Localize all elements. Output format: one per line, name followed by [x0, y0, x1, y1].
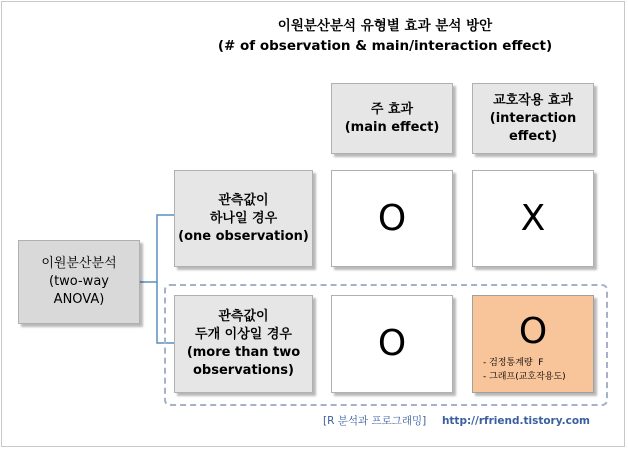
row-label-line: (more than two — [186, 345, 301, 360]
anova-line: ANOVA) — [53, 292, 105, 307]
row-label-one-observation — [174, 170, 313, 267]
title-english: (# of observation & main/interaction effect) — [217, 38, 553, 54]
circle-mark: O — [518, 311, 548, 352]
header-main-effect-line: (main effect) — [344, 119, 440, 135]
footer — [323, 413, 590, 428]
header-interaction-line: effect) — [508, 128, 558, 144]
circle-mark: O — [377, 323, 407, 364]
row-label-line: 관측값이 — [218, 309, 269, 324]
anova-line: 이원분산분석 — [41, 256, 117, 271]
anova-box — [18, 240, 140, 324]
footer-url[interactable]: http://rfriend.tistory.com — [441, 415, 590, 427]
cross-mark: X — [520, 197, 546, 239]
row-label-line: 하나일 경우 — [209, 210, 278, 226]
cell-multi-obs-interaction-effect — [472, 295, 594, 393]
row-label-line: 두개 이상일 경우 — [195, 327, 292, 342]
circle-mark: O — [377, 197, 407, 239]
header-interaction-line: (interaction — [489, 110, 577, 126]
cell-one-obs-main-effect — [331, 170, 453, 267]
footer-tag: [R 분석과 프로그래밍] — [322, 415, 427, 427]
note-line: - 그래프(교호작용도) — [483, 372, 566, 382]
row-label-line: (one observation) — [178, 228, 309, 244]
note-line: - 검정통계량 F — [483, 358, 544, 368]
cell-one-obs-interaction-effect — [472, 170, 594, 267]
row-label-line: observations) — [193, 363, 294, 378]
anova-line: (two-way — [49, 274, 109, 289]
row-label-line: 관측값이 — [218, 192, 269, 208]
cell-multi-obs-main-effect — [331, 295, 453, 393]
header-main-effect-line: 주 효과 — [370, 101, 414, 117]
header-interaction-line: 교호작용 효과 — [493, 92, 573, 108]
interaction-notes — [483, 356, 566, 384]
row-label-multi-observation — [174, 295, 313, 393]
title-korean: 이원분산분석 유형별 효과 분석 방안 — [277, 18, 493, 34]
